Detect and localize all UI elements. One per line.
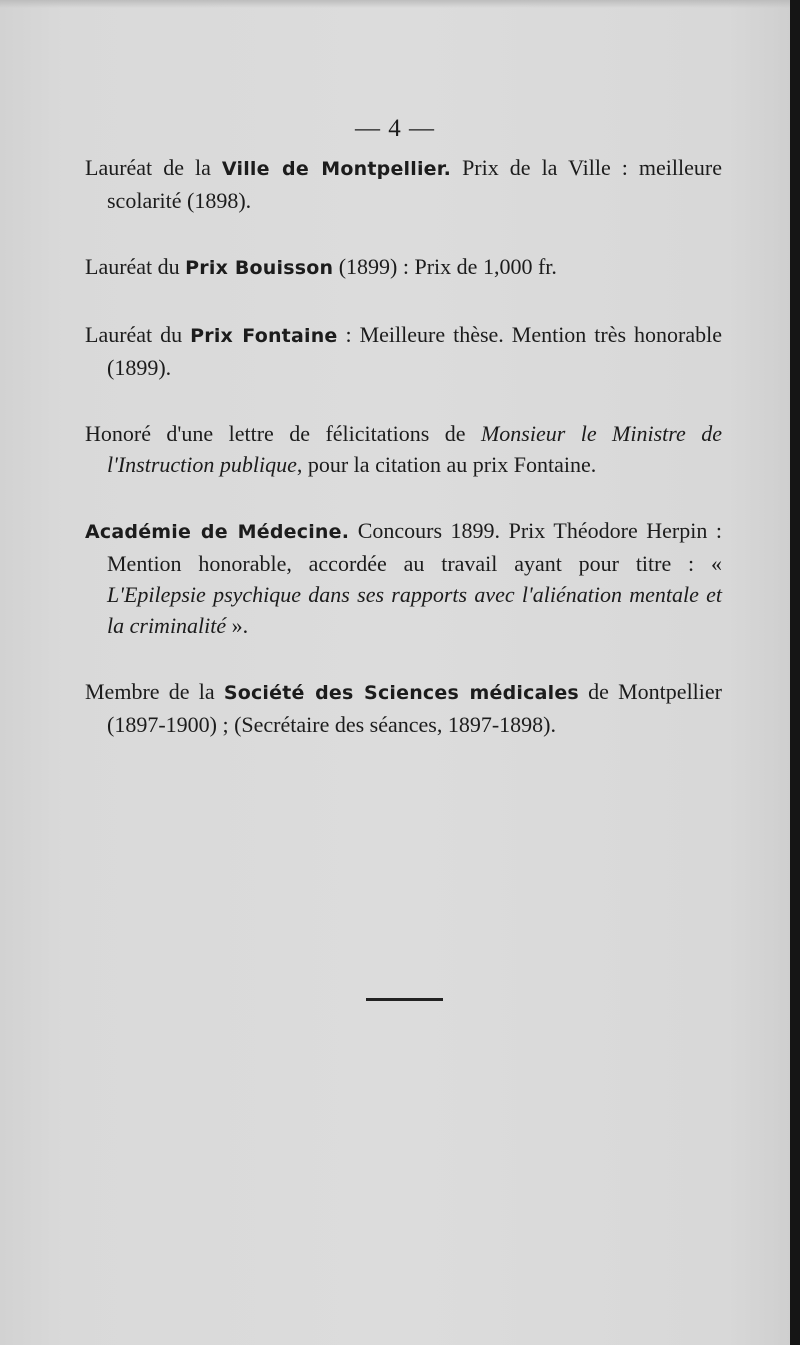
entry-societe-sciences-medicales: [85, 676, 722, 740]
scan-dark-edge: [790, 0, 800, 1345]
entry-italic-text: L'Epilepsie psychique dans ses rapports avec l'aliénation mentale et la criminalité: [107, 582, 722, 638]
entry-bold-text: Prix Fontaine: [190, 325, 338, 347]
entry-text: ».: [226, 613, 249, 638]
entry-text: Membre de la: [85, 679, 224, 704]
honors-list: [85, 152, 722, 775]
entry-academie-de-medecine: [85, 515, 722, 641]
entry-text: Lauréat du: [85, 322, 191, 347]
page-top-edge: [0, 0, 790, 8]
page-number: — 4 —: [355, 115, 435, 142]
entry-text: , pour la citation au prix Fontaine.: [296, 452, 597, 477]
entry-text: Prix de la Ville : meilleure scolarité (1898).: [107, 155, 722, 213]
entry-ville-de-montpellier: [85, 152, 722, 216]
entry-text: de Montpellier (1897-1900) ; (Secrétaire des séances, 1897-1898).: [107, 679, 722, 737]
entry-prix-fontaine: [85, 319, 722, 383]
entry-text: Honoré d'une lettre de félicitations de: [85, 421, 481, 446]
entry-bold-text: Académie de Médecine.: [85, 521, 350, 543]
entry-bold-text: Société des Sciences médicales: [223, 682, 579, 704]
entry-text: Concours 1899. Prix Théodore Herpin : Mention honorable, accordée au travail ayant pour titre : «: [107, 518, 722, 576]
entry-italic-text: Monsieur le Ministre de l'Instruction publique: [107, 421, 722, 477]
entry-bold-text: Ville de Montpellier.: [221, 158, 452, 180]
entry-text: Lauréat du: [85, 254, 186, 279]
entry-prix-bouisson: [85, 251, 722, 284]
entry-text: Lauréat de la: [85, 155, 222, 180]
entry-text: (1899) : Prix de 1,000 fr.: [333, 254, 557, 279]
entry-lettre-felicitations: [85, 418, 722, 480]
section-separator-rule: [366, 998, 443, 1001]
entry-text: : Meilleure thèse. Mention très honorable (1899).: [107, 322, 722, 380]
entry-bold-text: Prix Bouisson: [185, 257, 334, 279]
